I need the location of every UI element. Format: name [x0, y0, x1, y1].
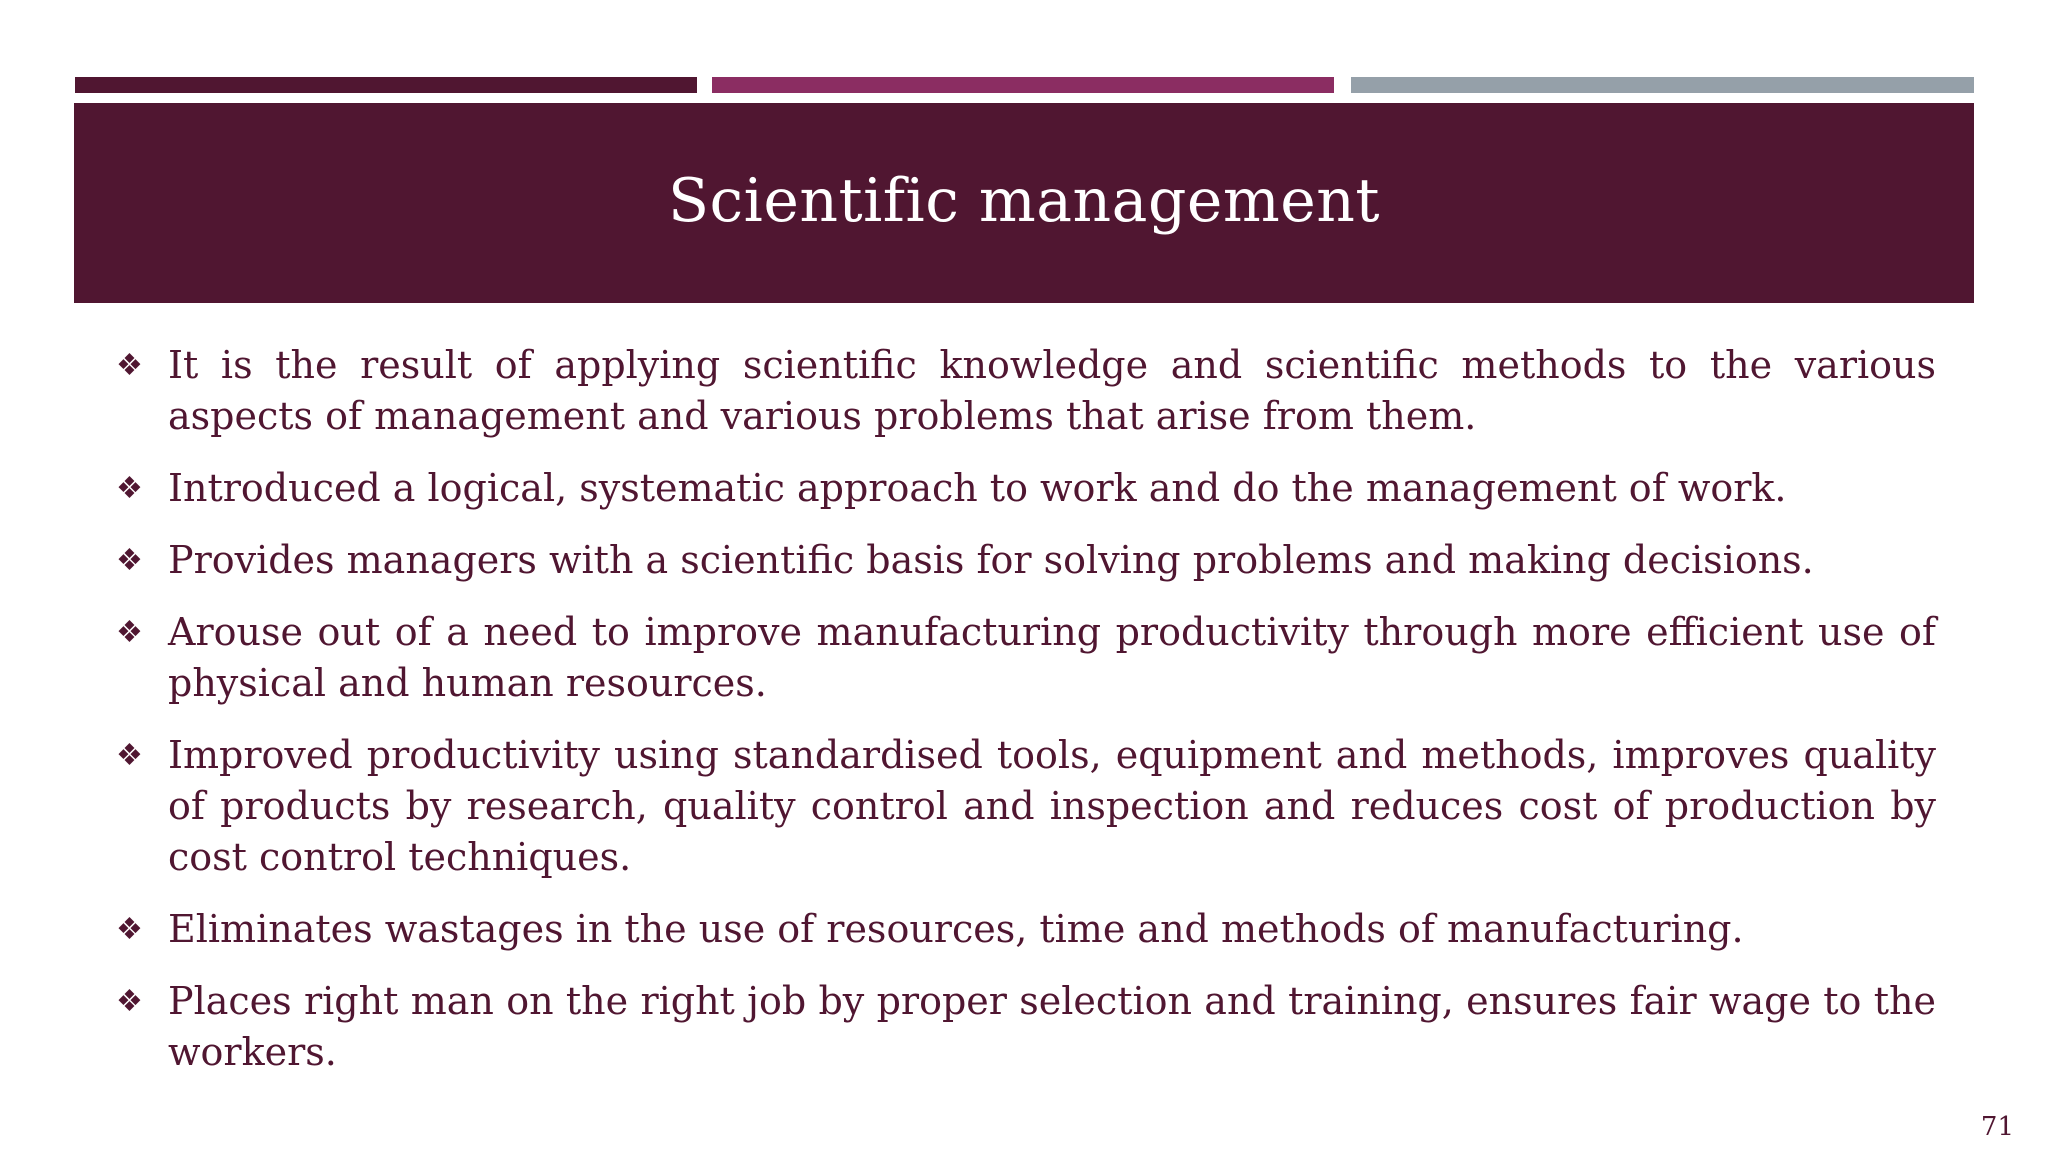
bullet-text: Places right man on the right job by proper selection and training, ensures fair wage to the workers. [168, 979, 1936, 1074]
accent-bar-plum [712, 77, 1334, 93]
bullet-text: Introduced a logical, systematic approach to work and do the management of work. [168, 466, 1787, 510]
bullet-text: Arouse out of a need to improve manufacturing productivity through more efficient use of physical and human resources. [168, 610, 1936, 705]
accent-bar-dark [75, 77, 697, 93]
bullet-item [112, 904, 1936, 955]
diamond-cluster-icon: ❖ [116, 471, 143, 506]
bullet-item [112, 463, 1936, 514]
bullet-text: Provides managers with a scientific basis for solving problems and making decisions. [168, 538, 1814, 582]
slide-content [112, 340, 1936, 1099]
title-band [74, 103, 1974, 303]
accent-bar-gray [1351, 77, 1974, 93]
diamond-cluster-icon: ❖ [116, 738, 143, 773]
slide-title: Scientific management [667, 165, 1381, 236]
bullet-item [112, 535, 1936, 586]
diamond-cluster-icon: ❖ [116, 984, 143, 1019]
bullet-text: Eliminates wastages in the use of resources, time and methods of manufacturing. [168, 907, 1744, 951]
page-number: 71 [1980, 1112, 2014, 1142]
diamond-cluster-icon: ❖ [116, 912, 143, 947]
bullet-text: It is the result of applying scientific knowledge and scientific methods to the various aspects of management and various problems that arise from them. [168, 343, 1936, 438]
bullet-list [112, 340, 1936, 1078]
bullet-item [112, 340, 1936, 442]
diamond-cluster-icon: ❖ [116, 615, 143, 650]
bullet-item [112, 607, 1936, 709]
bullet-item [112, 730, 1936, 883]
bullet-text: Improved productivity using standardised tools, equipment and methods, improves quality of products by research, quality control and inspection and reduces cost of production by cost control techniques. [168, 733, 1936, 879]
diamond-cluster-icon: ❖ [116, 543, 143, 578]
bullet-item [112, 976, 1936, 1078]
diamond-cluster-icon: ❖ [116, 348, 143, 383]
